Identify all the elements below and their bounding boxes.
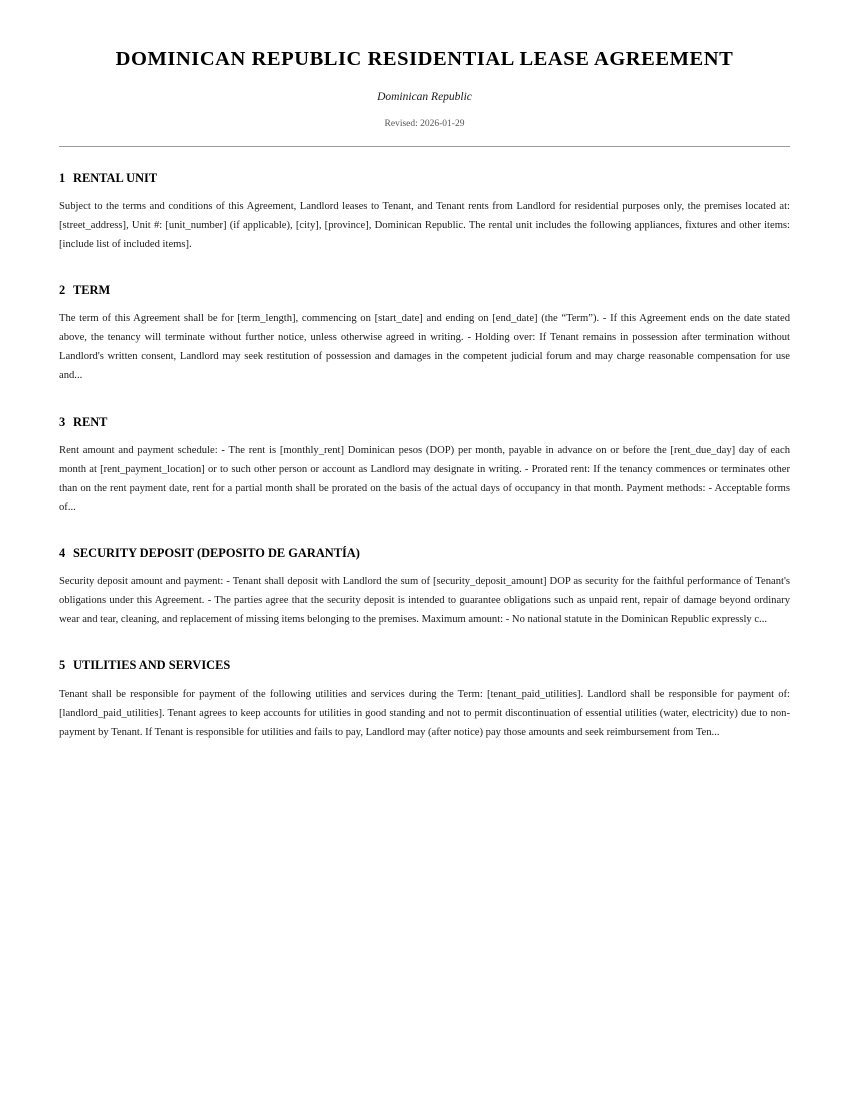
section-body: Security deposit amount and payment: - Tenant shall deposit with Landlord the sum of [security_deposit_amount] DOP as security for the faithful performance of Tenant's obligations under this Agreement. - The parties agree that the security deposit is intended to guarantee obligations such as unpaid rent, repair of damage beyond ordinary wear and tear, cleaning, and replacement of missing items belonging to the premises. Maximum amount: - No national statute in the Dominican Republic expressly c... [59, 576, 790, 626]
section-heading [59, 401, 790, 430]
document-subtitle: Dominican Republic [377, 90, 472, 103]
section-number: 4 [59, 546, 66, 560]
section-heading [59, 532, 790, 561]
section-title: UTILITIES AND SERVICES [73, 658, 231, 673]
document-section [59, 401, 790, 533]
section-title: SECURITY DEPOSIT (DEPOSITO DE GARANTÍA) [73, 546, 360, 560]
document-revised-date: Revised: 2026-01-29 [384, 118, 465, 129]
document-section [59, 644, 790, 756]
section-body: Subject to the terms and conditions of this Agreement, Landlord leases to Tenant, and Tenant rents from Landlord for residential purposes only, the premises located at: [street_address], Unit #: [unit_number] (if applicable), [city], [province], Dominican Republic. The rental unit includes the following appliances, fixtures and other items: [include list of included items]. [59, 200, 790, 250]
section-number: 2 [59, 283, 66, 297]
section-title: RENT [73, 414, 108, 429]
section-number: 5 [59, 658, 66, 673]
section-title: RENTAL UNIT [73, 170, 158, 185]
section-number: 3 [59, 414, 66, 429]
section-heading [59, 170, 790, 186]
document-sections [59, 147, 790, 757]
document-section [59, 532, 790, 644]
section-body: Tenant shall be responsible for payment of the following utilities and services during the Term: [tenant_paid_utilities]. Landlord shall be responsible for payment of: [landlord_paid_utilities]. Tenant agrees to keep accounts for utilities in good standing and not to permit discontinuation of essential utilities (water, electricity) due to non-payment by Tenant. If Tenant is responsible for utilities and fails to pay, Landlord may (after notice) pay those amounts and seek reimbursement from Ten... [59, 688, 790, 738]
document-section [59, 269, 790, 401]
section-body: The term of this Agreement shall be for [term_length], commencing on [start_date] and ending on [end_date] (the “Term”). - If this Agreement ends on the date stated above, the tenancy will terminate without further notice, unless otherwise agreed in writing. - Holding over: If Tenant remains in possession after termination without Landlord's written consent, Landlord may seek restitution of possession and damages in the competent judicial forum and may charge reasonable compensation for use and... [59, 313, 790, 382]
document-section [59, 170, 790, 269]
page-title: DOMINICAN REPUBLIC RESIDENTIAL LEASE AGREEMENT [115, 48, 734, 70]
section-body: Rent amount and payment schedule: - The rent is [monthly_rent] Dominican pesos (DOP) per month, payable in advance on or before the [rent_due_day] day of each month at [rent_payment_location] or to such other person or account as Landlord may designate in writing. - Prorated rent: If the tenancy commences or terminates other than on the rent payment date, rent for a partial month shall be prorated on the basis of the actual days of occupancy in that month. Payment methods: - Acceptable forms of... [59, 444, 790, 513]
section-heading [59, 644, 790, 673]
section-heading [59, 269, 790, 298]
document-header [59, 0, 790, 147]
section-title: TERM [73, 283, 111, 297]
section-number: 1 [59, 170, 66, 185]
